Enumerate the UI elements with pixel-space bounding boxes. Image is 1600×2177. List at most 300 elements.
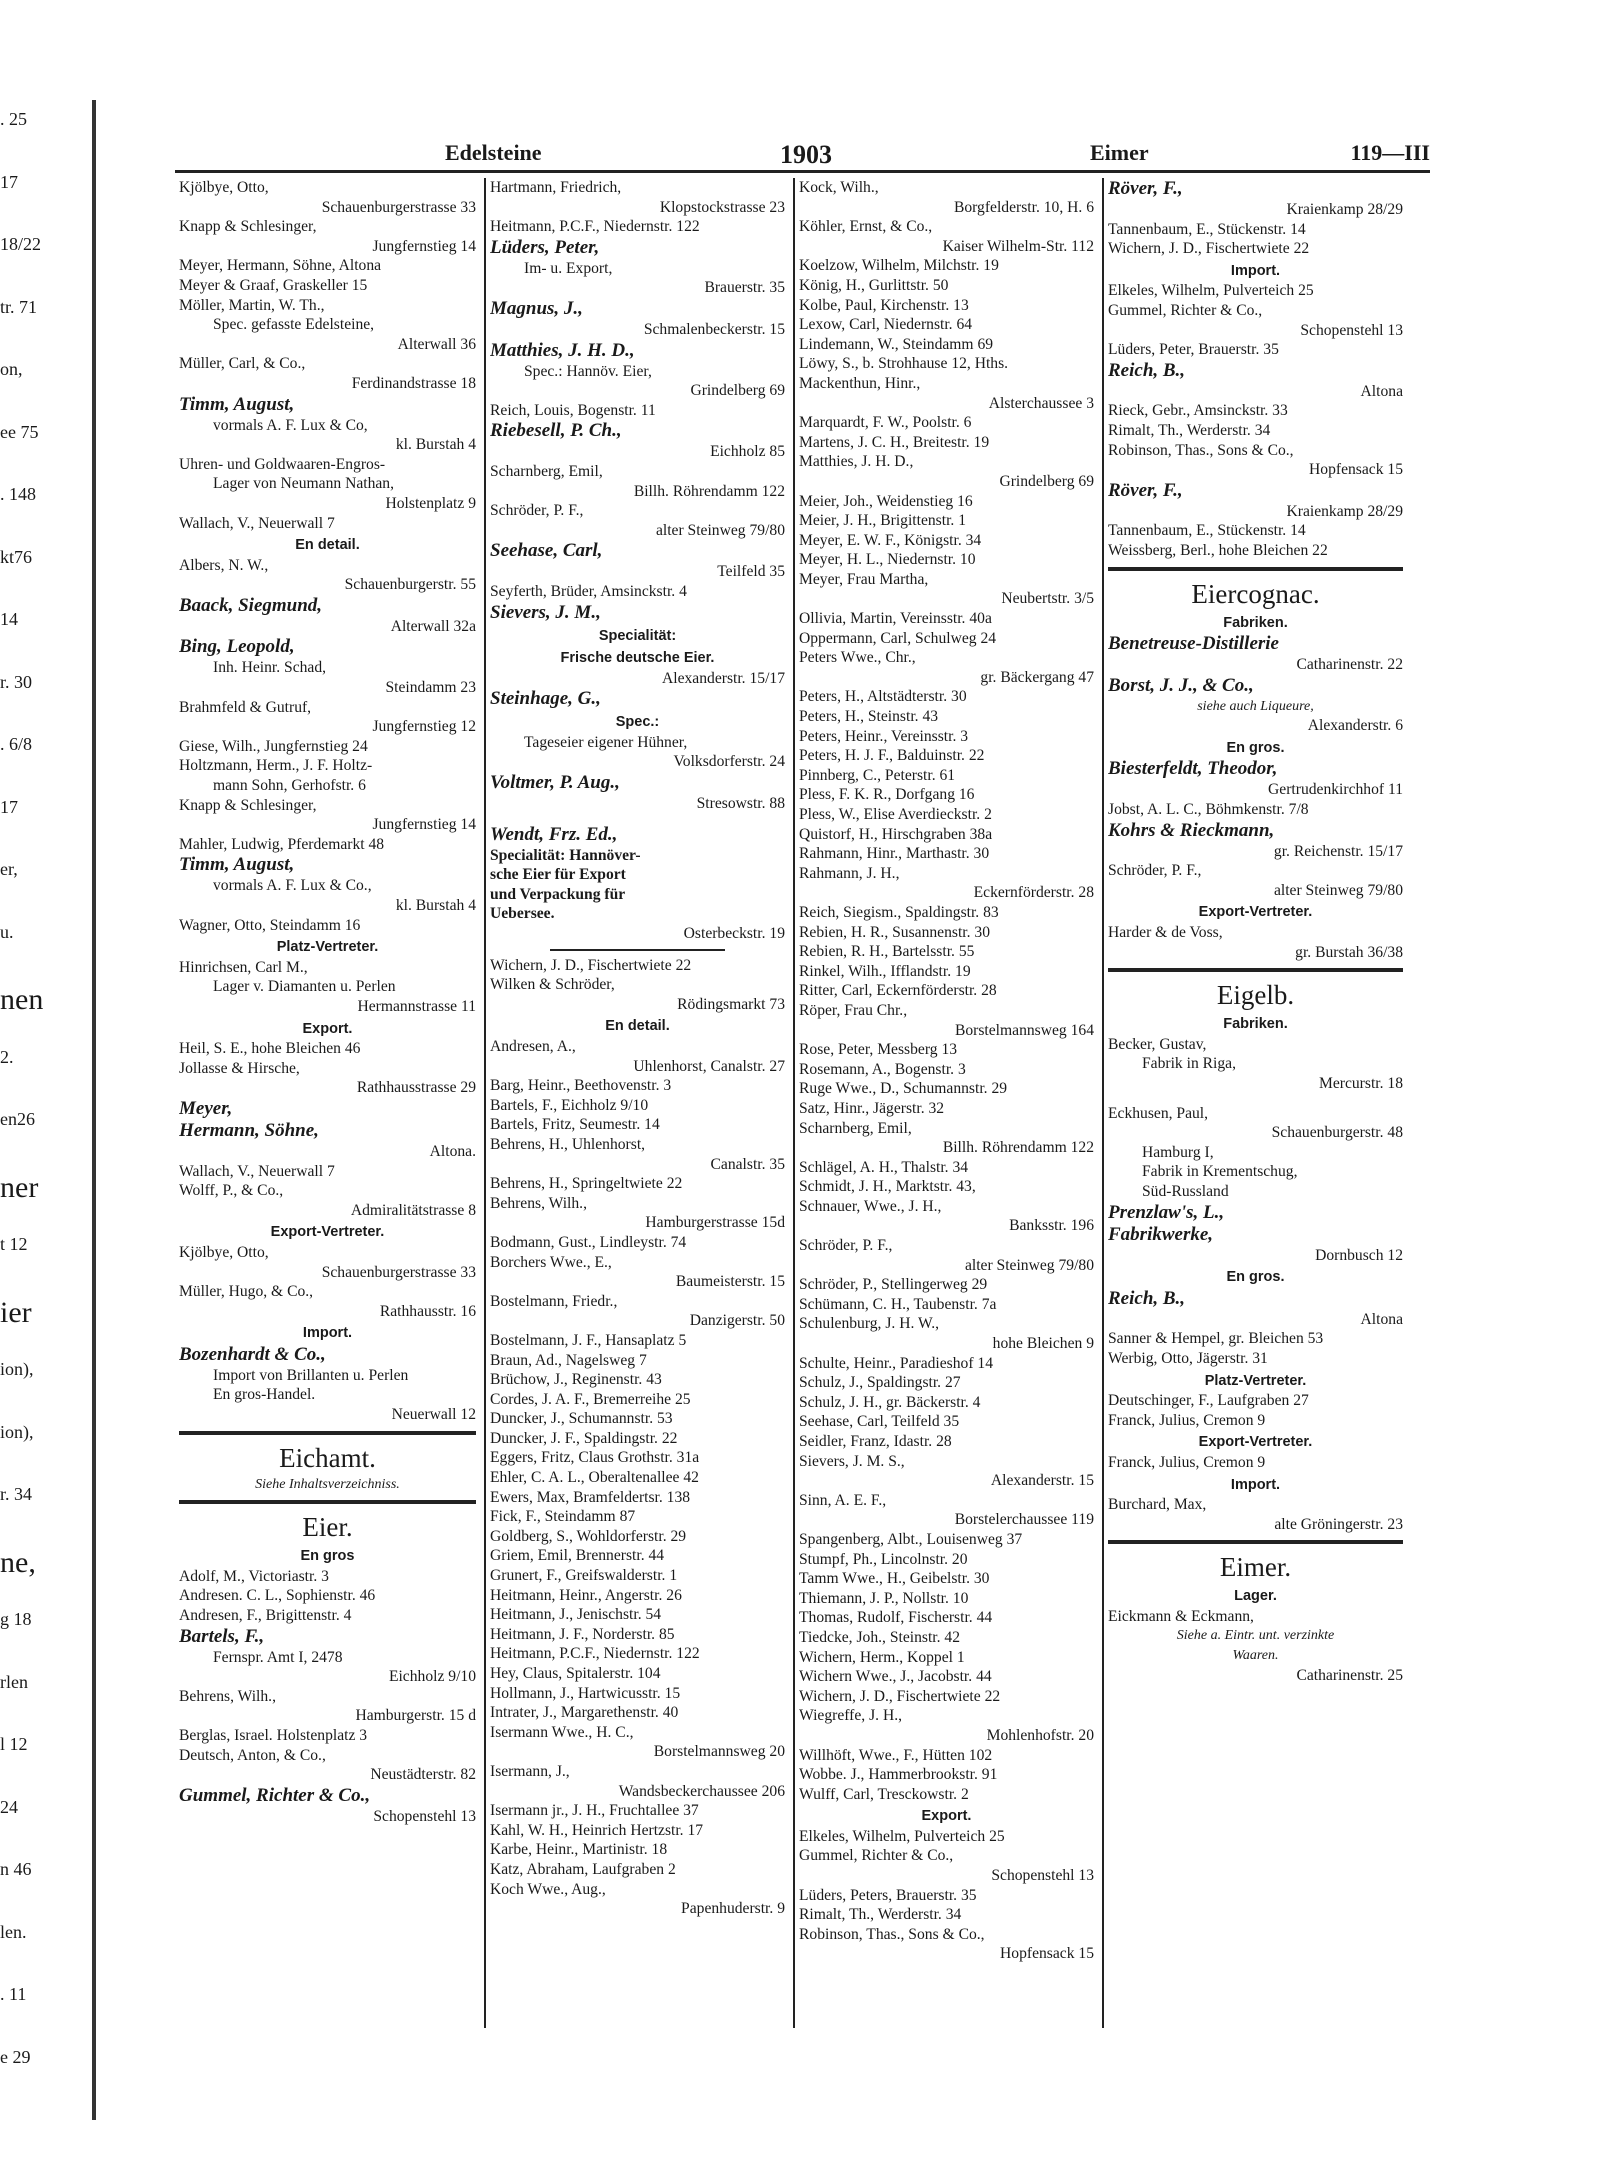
entry-address: Grindelberg 69: [690, 382, 785, 400]
entry-line: Süd-Russland: [1142, 1182, 1229, 1200]
entry-line: Uhren- und Goldwaaren-Engros-: [179, 455, 386, 473]
entry-address: Eckernförderstr. 28: [973, 884, 1094, 902]
entry-address: kl. Burstah 4: [395, 436, 476, 454]
subsection-heading: Frische deutsche Eier.: [560, 650, 715, 667]
entry-address: Klopstockstrasse 23: [659, 198, 785, 216]
entry-line: Tannenbaum, E., Stückenstr. 14: [1108, 522, 1306, 540]
entry-line: Fabrik in Krementschug,: [1142, 1163, 1298, 1181]
entry-line: Rebien, R. H., Bartelsstr. 55: [799, 943, 975, 961]
entry-line: Reich, Siegism., Spaldingstr. 83: [799, 903, 999, 921]
prev-page-fragment: ee 75: [0, 421, 39, 442]
subsection-heading: En gros.: [1226, 739, 1285, 756]
entry-line: Bodmann, Gust., Lindleystr. 74: [490, 1233, 687, 1251]
entry-line: Schlägel, A. H., Thalstr. 34: [799, 1158, 969, 1176]
entry-line: Schulte, Heinr., Paradieshof 14: [799, 1354, 994, 1372]
entry-address: Schauenburgerstr. 48: [1271, 1124, 1403, 1142]
running-header: [175, 140, 1430, 173]
section-divider: [550, 949, 725, 951]
entry-address: Kaiser Wilhelm-Str. 112: [942, 237, 1094, 255]
entry-address: alter Steinweg 79/80: [964, 1256, 1094, 1274]
entry-line: Peters, H., Steinstr. 43: [799, 708, 939, 726]
entry-line: Sievers, J. M. S.,: [799, 1452, 905, 1470]
entry-address: Rödingsmarkt 73: [677, 995, 785, 1013]
entry-line: Grunert, F., Greifswalderstr. 1: [490, 1567, 678, 1585]
firm-name-bold: Prenzlaw's, L.,: [1108, 1201, 1225, 1223]
entry-line: Köhler, Ernst, & Co.,: [799, 218, 933, 236]
entry-line: Burchard, Max,: [1108, 1496, 1207, 1514]
section-divider: [179, 1500, 476, 1504]
entry-line: Cordes, J. A. F., Bremerreihe 25: [490, 1390, 691, 1408]
entry-address: Schopenstehl 13: [1300, 321, 1403, 339]
entry-line: Lexow, Carl, Niedernstr. 64: [799, 316, 973, 334]
entry-address: Billh. Röhrendamm 122: [633, 482, 785, 500]
subsection-heading: Fabriken.: [1223, 1016, 1288, 1033]
firm-name-bold: Lüders, Peter,: [490, 236, 600, 258]
firm-name-bold: Gummel, Richter & Co.,: [179, 1784, 371, 1806]
entry-address: Kraienkamp 28/29: [1286, 502, 1403, 520]
entry-line: Bostelmann, Friedr.,: [490, 1292, 618, 1310]
entry-address: Canalstr. 35: [710, 1155, 785, 1173]
firm-name-bold: Biesterfeldt, Theodor,: [1108, 758, 1278, 780]
prev-page-fragment: 2.: [0, 1046, 14, 1067]
firm-name-bold: Matthies, J. H. D.,: [490, 339, 635, 361]
entry-line: Satz, Hinr., Jägerstr. 32: [799, 1099, 945, 1117]
entry-line: Behrens, H., Uhlenhorst,: [490, 1135, 646, 1153]
prev-page-fragment: . 6/8: [0, 734, 33, 754]
entry-line: Hartmann, Friedrich,: [490, 179, 622, 196]
entry-line: Wichern, Herm., Koppel 1: [799, 1648, 965, 1666]
entry-line: Fernspr. Amt I, 2478: [213, 1648, 343, 1666]
entry-line: Fick, F., Steindamm 87: [490, 1508, 636, 1526]
subsection-heading: Import.: [1230, 262, 1281, 279]
entry-address: Admiralitätstrasse 8: [350, 1201, 476, 1219]
entry-address: Schauenburgerstrasse 33: [321, 1263, 476, 1281]
entry-line: Koelzow, Wilhelm, Milchstr. 19: [799, 257, 999, 275]
entry-line: Isermann Wwe., H. C.,: [490, 1723, 634, 1741]
entry-line: Heitmann, P.C.F., Niedernstr. 122: [490, 218, 700, 236]
entry-line: Wichern, J. D., Fischertwiete 22: [1108, 240, 1310, 258]
entry-line: vormals A. F. Lux & Co.,: [213, 877, 372, 895]
prev-page-fragment: 17: [0, 796, 18, 817]
entry-line: Im- u. Export,: [524, 259, 613, 277]
prev-page-fragment: kt76: [0, 546, 33, 567]
prev-page-fragment: r. 30: [0, 671, 33, 692]
prev-page-fragment: n 46: [0, 1859, 32, 1879]
entry-address: Catharinenstr. 22: [1296, 656, 1403, 674]
entry-line: Intrater, J., Margarethenstr. 40: [490, 1704, 679, 1722]
entry-line: Berglas, Israel. Holstenplatz 3: [179, 1727, 368, 1744]
entry-address: Altona.: [429, 1142, 476, 1160]
entry-line: Müller, Hugo, & Co.,: [179, 1283, 314, 1301]
prev-page-fragment: ier: [0, 1295, 32, 1329]
entry-address: Eichholz 85: [710, 443, 785, 461]
entry-address: Catharinenstr. 25: [1296, 1666, 1403, 1684]
entry-line: Wobbe. J., Hammerbrookstr. 91: [799, 1766, 998, 1784]
entry-line: Knapp & Schlesinger,: [179, 218, 317, 236]
prev-page-fragment: er,: [0, 859, 18, 879]
section-divider: [1108, 968, 1403, 972]
entry-line: Wulff, Carl, Tresckowstr. 2: [799, 1785, 969, 1803]
entry-address: Holstenplatz 9: [385, 494, 476, 512]
entry-address: Wandsbeckerchaussee 206: [618, 1782, 785, 1800]
entry-line: Behrens, Wilh.,: [490, 1194, 587, 1212]
entry-line: Weissberg, Berl., hohe Bleichen 22: [1108, 541, 1328, 559]
firm-name-bold: Meyer,: [179, 1097, 233, 1119]
entry-address: Banksstr. 196: [1009, 1217, 1094, 1235]
entry-line: Duncker, J., Schumannstr. 53: [490, 1410, 673, 1428]
entry-line: Robinson, Thas., Sons & Co.,: [1108, 441, 1294, 459]
entry-address: Borstelmannsweg 164: [954, 1021, 1094, 1039]
firm-name-bold: Röver, F.,: [1108, 178, 1183, 199]
column-2: [484, 178, 789, 2028]
firm-name-bold: Steinhage, G.,: [490, 688, 601, 710]
entry-line: Harder & de Voss,: [1108, 924, 1223, 942]
entry-line: Lager v. Diamanten u. Perlen: [213, 978, 396, 996]
prev-page-fragment: l 12: [0, 1734, 28, 1754]
entry-line: Elkeles, Wilhelm, Pulverteich 25: [1108, 282, 1314, 300]
section-title: Eiercognac.: [1191, 578, 1320, 609]
prev-page-fragment: on,: [0, 359, 23, 379]
entry-address: Neubertstr. 3/5: [1001, 590, 1094, 608]
prev-page-fragment: 18/22: [0, 234, 42, 254]
entry-line: Lager von Neumann Nathan,: [213, 475, 394, 493]
entry-line: Tiedcke, Joh., Steinstr. 42: [799, 1628, 961, 1646]
entry-line: Hey, Claus, Spitalerstr. 104: [490, 1665, 661, 1682]
entry-address: Schauenburgerstr. 55: [344, 576, 476, 594]
entry-line: König, H., Gurlittstr. 50: [799, 276, 949, 294]
entry-address: Alterwall 36: [397, 335, 476, 353]
entry-line: Mahler, Ludwig, Pferdemarkt 48: [179, 835, 385, 853]
entry-line: Reich, Louis, Bogenstr. 11: [490, 401, 656, 419]
entry-address: Eichholz 9/10: [388, 1668, 476, 1686]
entry-line: Rose, Peter, Messberg 13: [799, 1041, 958, 1059]
entry-line: Schröder, P. F.,: [799, 1237, 893, 1255]
entry-line: Behrens, H., Springeltwiete 22: [490, 1175, 683, 1193]
entry-address: gr. Burstah 36/38: [1295, 943, 1403, 961]
entry-line: Knapp & Schlesinger,: [179, 796, 317, 814]
entry-line: Matthies, J. H. D.,: [799, 453, 914, 471]
prev-page-fragment: len.: [0, 1921, 27, 1942]
prev-page-fragment: g 18: [0, 1609, 32, 1629]
entry-line: Möller, Martin, W. Th.,: [179, 296, 325, 314]
firm-name-bold: Sievers, J. M.,: [490, 601, 601, 623]
entry-line: Stumpf, Ph., Lincolnstr. 20: [799, 1550, 968, 1568]
entry-columns: [175, 178, 1430, 2028]
entry-line: sche Eier für Export: [490, 866, 626, 884]
prev-page-fragment: 14: [0, 609, 18, 629]
entry-line: Andresen. C. L., Sophienstr. 46: [179, 1587, 376, 1605]
entry-address: Neuerwall 12: [391, 1406, 476, 1424]
firm-name-bold: Borst, J. J., & Co.,: [1108, 674, 1254, 696]
entry-line: Seyferth, Brüder, Amsinckstr. 4: [490, 582, 687, 600]
entry-line: Quistorf, H., Hirschgraben 38a: [799, 825, 993, 843]
entry-line: Meier, J. H., Brigittenstr. 1: [799, 512, 966, 530]
entry-line: Schröder, P. F.,: [490, 502, 584, 520]
entry-address: Alexanderstr. 6: [1307, 717, 1403, 735]
entry-line: Fabrik in Riga,: [1142, 1055, 1236, 1073]
entry-line: Karbe, Heinr., Martinistr. 18: [490, 1841, 668, 1859]
entry-address: Schopenstehl 13: [991, 1867, 1094, 1885]
entry-line: Thiemann, J. P., Nollstr. 10: [799, 1589, 969, 1607]
entry-address: alter Steinweg 79/80: [655, 521, 785, 539]
entry-address: Altona: [1360, 382, 1403, 400]
entry-address: Mercurstr. 18: [1318, 1075, 1403, 1092]
entry-line: Meier, Joh., Weidenstieg 16: [799, 492, 973, 510]
entry-line: Wallach, V., Neuerwall 7: [179, 1162, 335, 1180]
entry-address: Grindelberg 69: [999, 472, 1094, 490]
subsection-heading: Export-Vertreter.: [1198, 1434, 1313, 1451]
subsection-heading: Platz-Vertreter.: [1204, 1372, 1307, 1389]
subsection-heading: Specialität:: [598, 627, 677, 644]
entry-line: Elkeles, Wilhelm, Pulverteich 25: [799, 1827, 1005, 1845]
prev-page-fragment: nen: [0, 983, 44, 1016]
entry-line: Meyer, E. W. F., Königstr. 34: [799, 531, 982, 549]
entry-address: hohe Bleichen 9: [992, 1335, 1094, 1353]
entry-line: Meyer, Hermann, Söhne, Altona: [179, 257, 382, 275]
entry-line: Peters, H. J. F., Balduinstr. 22: [799, 747, 985, 765]
entry-line: Hinrichsen, Carl M.,: [179, 958, 308, 976]
entry-address: Teilfeld 35: [717, 563, 785, 581]
entry-address: Rathhausstr. 16: [379, 1302, 476, 1320]
entry-line: Pinnberg, C., Peterstr. 61: [799, 766, 956, 784]
subsection-heading: Export.: [921, 1808, 972, 1825]
entry-line: Heitmann, P.C.F., Niedernstr. 122: [490, 1645, 700, 1663]
cross-reference: Siehe a. Eintr. unt. verzinkte: [1176, 1628, 1335, 1644]
subsection-heading: Import.: [302, 1325, 353, 1342]
prev-page-fragment: . 11: [0, 1984, 27, 2004]
entry-line: Willhöft, Wwe., F., Hütten 102: [799, 1746, 993, 1764]
entry-line: Peters Wwe., Chr.,: [799, 649, 916, 667]
entry-line: Griem, Emil, Brennerstr. 44: [490, 1547, 665, 1565]
entry-address: Alterwall 32a: [390, 617, 476, 635]
firm-name-bold: Reich, B.,: [1108, 359, 1186, 381]
cross-reference: Waaren.: [1232, 1648, 1279, 1664]
entry-line: Franck, Julius, Cremon 9: [1108, 1411, 1266, 1429]
entry-line: Heitmann, J., Jenischstr. 54: [490, 1606, 662, 1624]
previous-page-edge: [0, 100, 96, 2120]
entry-line: Thomas, Rudolf, Fischerstr. 44: [799, 1609, 993, 1627]
subsection-heading: En detail.: [605, 1018, 670, 1035]
firm-name-bold: Kohrs & Rieckmann,: [1108, 819, 1275, 841]
entry-line: Schulenburg, J. H. W.,: [799, 1315, 940, 1333]
entry-line: Schulz, J., Spaldingstr. 27: [799, 1374, 961, 1392]
section-divider: [1108, 1540, 1403, 1544]
entry-line: Adolf, M., Victoriastr. 3: [179, 1567, 329, 1585]
entry-line: Lüders, Peters, Brauerstr. 35: [799, 1886, 977, 1904]
entry-line: Import von Brillanten u. Perlen: [213, 1366, 409, 1384]
entry-line: Albers, N. W.,: [179, 556, 269, 574]
entry-address: Gertrudenkirchhof 11: [1268, 781, 1403, 799]
subsection-heading: Export.: [302, 1020, 353, 1037]
entry-line: Schröder, P., Stellingerweg 29: [799, 1276, 988, 1294]
header-left-keyword: Edelsteine: [445, 140, 542, 165]
entry-line: Katz, Abraham, Laufgraben 2: [490, 1860, 676, 1878]
prev-page-fragment: ion),: [0, 1359, 34, 1379]
subsection-heading: En gros.: [1226, 1269, 1285, 1286]
firm-name-bold: Bartels, F.,: [179, 1625, 265, 1647]
firm-name-bold: Reich, B.,: [1108, 1287, 1186, 1309]
entry-line: Rimalt, Th., Werderstr. 34: [1108, 421, 1271, 439]
entry-line: Kjölbye, Otto,: [179, 179, 269, 196]
entry-line: Rieck, Gebr., Amsinckstr. 33: [1108, 402, 1288, 420]
entry-line: Goldberg, S., Wohldorferstr. 29: [490, 1527, 687, 1545]
entry-line: Martens, J. C. H., Breitestr. 19: [799, 433, 990, 451]
entry-address: Brauerstr. 35: [704, 279, 785, 297]
firm-name-bold: Seehase, Carl,: [490, 540, 603, 562]
cross-reference: Siehe Inhaltsverzeichniss.: [255, 1476, 400, 1492]
entry-line: Tamm Wwe., H., Geibelstr. 30: [799, 1570, 990, 1588]
prev-page-fragment: ner: [0, 1170, 39, 1204]
entry-line: Braun, Ad., Nagelsweg 7: [490, 1351, 647, 1369]
entry-line: Kolbe, Paul, Kirchenstr. 13: [799, 296, 969, 314]
entry-line: Kjölbye, Otto,: [179, 1243, 269, 1261]
entry-line: Heil, S. E., hohe Bleichen 46: [179, 1040, 361, 1058]
entry-line: Schröder, P. F.,: [1108, 862, 1202, 880]
entry-line: Rahmann, J. H.,: [799, 864, 900, 882]
entry-line: Borchers Wwe., E.,: [490, 1253, 612, 1271]
entry-address: Borstelerchaussee 119: [954, 1511, 1094, 1529]
subsection-heading: Export-Vertreter.: [270, 1224, 385, 1241]
entry-line: Holtzmann, Herm., J. F. Holtz-: [179, 757, 373, 775]
entry-line: Brahmfeld & Gutruf,: [179, 698, 312, 716]
entry-line: vormals A. F. Lux & Co,: [213, 416, 368, 434]
entry-line: Rosemann, A., Bogenstr. 3: [799, 1060, 966, 1078]
page-number: 119—III: [1350, 140, 1430, 165]
entry-line: Meyer, H. L., Niedernstr. 10: [799, 551, 976, 569]
entry-line: Werbig, Otto, Jägerstr. 31: [1108, 1349, 1268, 1367]
firm-name-bold: Röver, F.,: [1108, 479, 1183, 501]
entry-line: Röper, Frau Chr.,: [799, 1001, 908, 1019]
entry-line: Sinn, A. E. F.,: [799, 1491, 887, 1509]
entry-address: Papenhuderstr. 9: [681, 1900, 785, 1918]
entry-address: Dornbusch 12: [1315, 1246, 1403, 1264]
entry-line: Ewers, Max, Bramfeldertsr. 138: [490, 1488, 691, 1506]
entry-line: Bartels, Fritz, Seumestr. 14: [490, 1116, 660, 1134]
entry-line: Seehase, Carl, Teilfeld 35: [799, 1413, 960, 1431]
header-right-keyword: Eimer: [1090, 140, 1149, 165]
prev-page-fragment: ion),: [0, 1421, 34, 1442]
entry-address: Borgfelderstr. 10, H. 6: [953, 198, 1094, 216]
column-1: [175, 178, 480, 2028]
entry-line: Hamburg I,: [1142, 1143, 1214, 1161]
entry-line: Müller, Carl, & Co.,: [179, 355, 306, 373]
firm-name-bold: Hermann, Söhne,: [179, 1119, 319, 1141]
entry-line: Wilken & Schröder,: [490, 976, 615, 994]
entry-line: Jollasse & Hirsche,: [179, 1059, 300, 1077]
spacer: [1108, 1094, 1403, 1104]
entry-address: Jungfernstieg 14: [372, 816, 476, 834]
entry-address: Billh. Röhrendamm 122: [942, 1139, 1094, 1157]
prev-page-fragment: en26: [0, 1109, 35, 1129]
entry-line: Eckhusen, Paul,: [1108, 1104, 1209, 1122]
entry-address: Schopenstehl 13: [373, 1807, 476, 1825]
entry-line: Oppermann, Carl, Schulweg 24: [799, 629, 997, 647]
entry-line: Inh. Heinr. Schad,: [213, 659, 327, 677]
entry-line: Uebersee.: [490, 905, 555, 923]
entry-line: Bostelmann, J. F., Hansaplatz 5: [490, 1331, 687, 1349]
firm-name-bold: Wendt, Frz. Ed.,: [490, 823, 618, 845]
entry-line: Deutsch, Anton, & Co.,: [179, 1746, 326, 1764]
subsection-heading: Spec.:: [615, 714, 660, 731]
firm-name-bold: Voltmer, P. Aug.,: [490, 772, 620, 794]
entry-line: Wallach, V., Neuerwall 7: [179, 514, 335, 532]
entry-line: Heitmann, J. F., Norderstr. 85: [490, 1625, 675, 1643]
directory-page: [175, 96, 1430, 2031]
entry-address: Stresowstr. 88: [696, 795, 785, 813]
entry-address: Alexanderstr. 15/17: [662, 669, 785, 687]
entry-line: Jobst, A. L. C., Böhmkenstr. 7/8: [1108, 801, 1309, 819]
entry-address: Steindamm 23: [385, 679, 476, 697]
section-title: Eimer.: [1219, 1552, 1292, 1583]
prev-page-fragment: tr. 71: [0, 296, 38, 317]
subsection-heading: Platz-Vertreter.: [276, 939, 379, 956]
entry-address: gr. Reichenstr. 15/17: [1273, 842, 1403, 860]
entry-line: Andresen, F., Brigittenstr. 4: [179, 1607, 352, 1625]
entry-line: Koch Wwe., Aug.,: [490, 1880, 606, 1898]
entry-address: Schmalenbeckerstr. 15: [643, 320, 785, 338]
entry-address: Hopfensack 15: [1309, 461, 1403, 479]
prev-page-fragment: 24: [0, 1796, 18, 1817]
entry-line: Schulz, J. H., gr. Bäckerstr. 4: [799, 1393, 981, 1411]
firm-name-bold: Timm, August,: [179, 854, 295, 876]
entry-line: und Verpackung für: [490, 885, 626, 903]
subsection-heading: Import.: [1230, 1476, 1281, 1493]
entry-line: Meyer & Graaf, Graskeller 15: [179, 276, 368, 294]
firm-name-bold: Baack, Siegmund,: [179, 594, 323, 616]
entry-line: Spec.: Hannöv. Eier,: [524, 362, 652, 380]
entry-address: Hopfensack 15: [1000, 1945, 1094, 1963]
firm-name-bold: Riebesell, P. Ch.,: [490, 420, 622, 442]
prev-page-fragment: e 29: [0, 2046, 31, 2067]
entry-line: Peters, Heinr., Vereinsstr. 3: [799, 727, 969, 745]
firm-name-bold: Timm, August,: [179, 393, 295, 415]
subsection-heading: En gros: [300, 1548, 355, 1565]
entry-address: Jungfernstieg 12: [372, 718, 476, 736]
entry-line: Schümann, C. H., Taubenstr. 7a: [799, 1295, 997, 1313]
firm-name-bold: Magnus, J.,: [490, 297, 583, 319]
firm-name-bold: Bing, Leopold,: [179, 636, 295, 658]
entry-line: Kock, Wilh.,: [799, 179, 879, 196]
entry-address: alte Gröningerstr. 23: [1274, 1515, 1403, 1533]
entry-address: kl. Burstah 4: [395, 897, 476, 914]
entry-line: Eggers, Fritz, Claus Grothstr. 31a: [490, 1449, 700, 1467]
entry-line: Tageseier eigener Hühner,: [524, 733, 688, 751]
firm-name-bold: Fabrikwerke,: [1108, 1223, 1214, 1245]
entry-line: Gummel, Richter & Co.,: [799, 1847, 954, 1865]
entry-line: Isermann jr., J. H., Fruchtallee 37: [490, 1802, 699, 1820]
entry-line: Spangenberg, Albt., Louisenweg 37: [799, 1530, 1023, 1548]
subsection-heading: En detail.: [295, 537, 360, 554]
entry-address: Hermannstrasse 11: [357, 997, 476, 1015]
entry-line: En gros-Handel.: [213, 1386, 316, 1404]
entry-line: Hollmann, J., Hartwicusstr. 15: [490, 1684, 681, 1702]
entry-line: Robinson, Thas., Sons & Co.,: [799, 1925, 985, 1943]
prev-page-fragment: r. 34: [0, 1484, 33, 1504]
entry-address: Kraienkamp 28/29: [1286, 201, 1403, 218]
firm-name-bold: Benetreuse-Distillerie: [1108, 633, 1279, 655]
entry-line: Schnauer, Wwe., J. H.,: [799, 1197, 942, 1215]
entry-line: Barg, Heinr., Beethovenstr. 3: [490, 1077, 672, 1095]
entry-line: Duncker, J. F., Spaldingstr. 22: [490, 1429, 678, 1447]
entry-address: Jungfernstieg 14: [372, 237, 476, 255]
subsection-heading: Export-Vertreter.: [1198, 904, 1313, 921]
entry-line: Rinkel, Wilh., Ifflandstr. 19: [799, 962, 971, 980]
prev-page-fragment: 17: [0, 171, 18, 192]
entry-line: Lüders, Peter, Brauerstr. 35: [1108, 341, 1279, 359]
entry-line: Kahl, W. H., Heinrich Hertzstr. 17: [490, 1821, 704, 1839]
entry-line: Wichern Wwe., J., Jacobstr. 44: [799, 1668, 992, 1686]
entry-line: Löwy, S., b. Strohhause 12, Hths.: [799, 355, 1009, 373]
